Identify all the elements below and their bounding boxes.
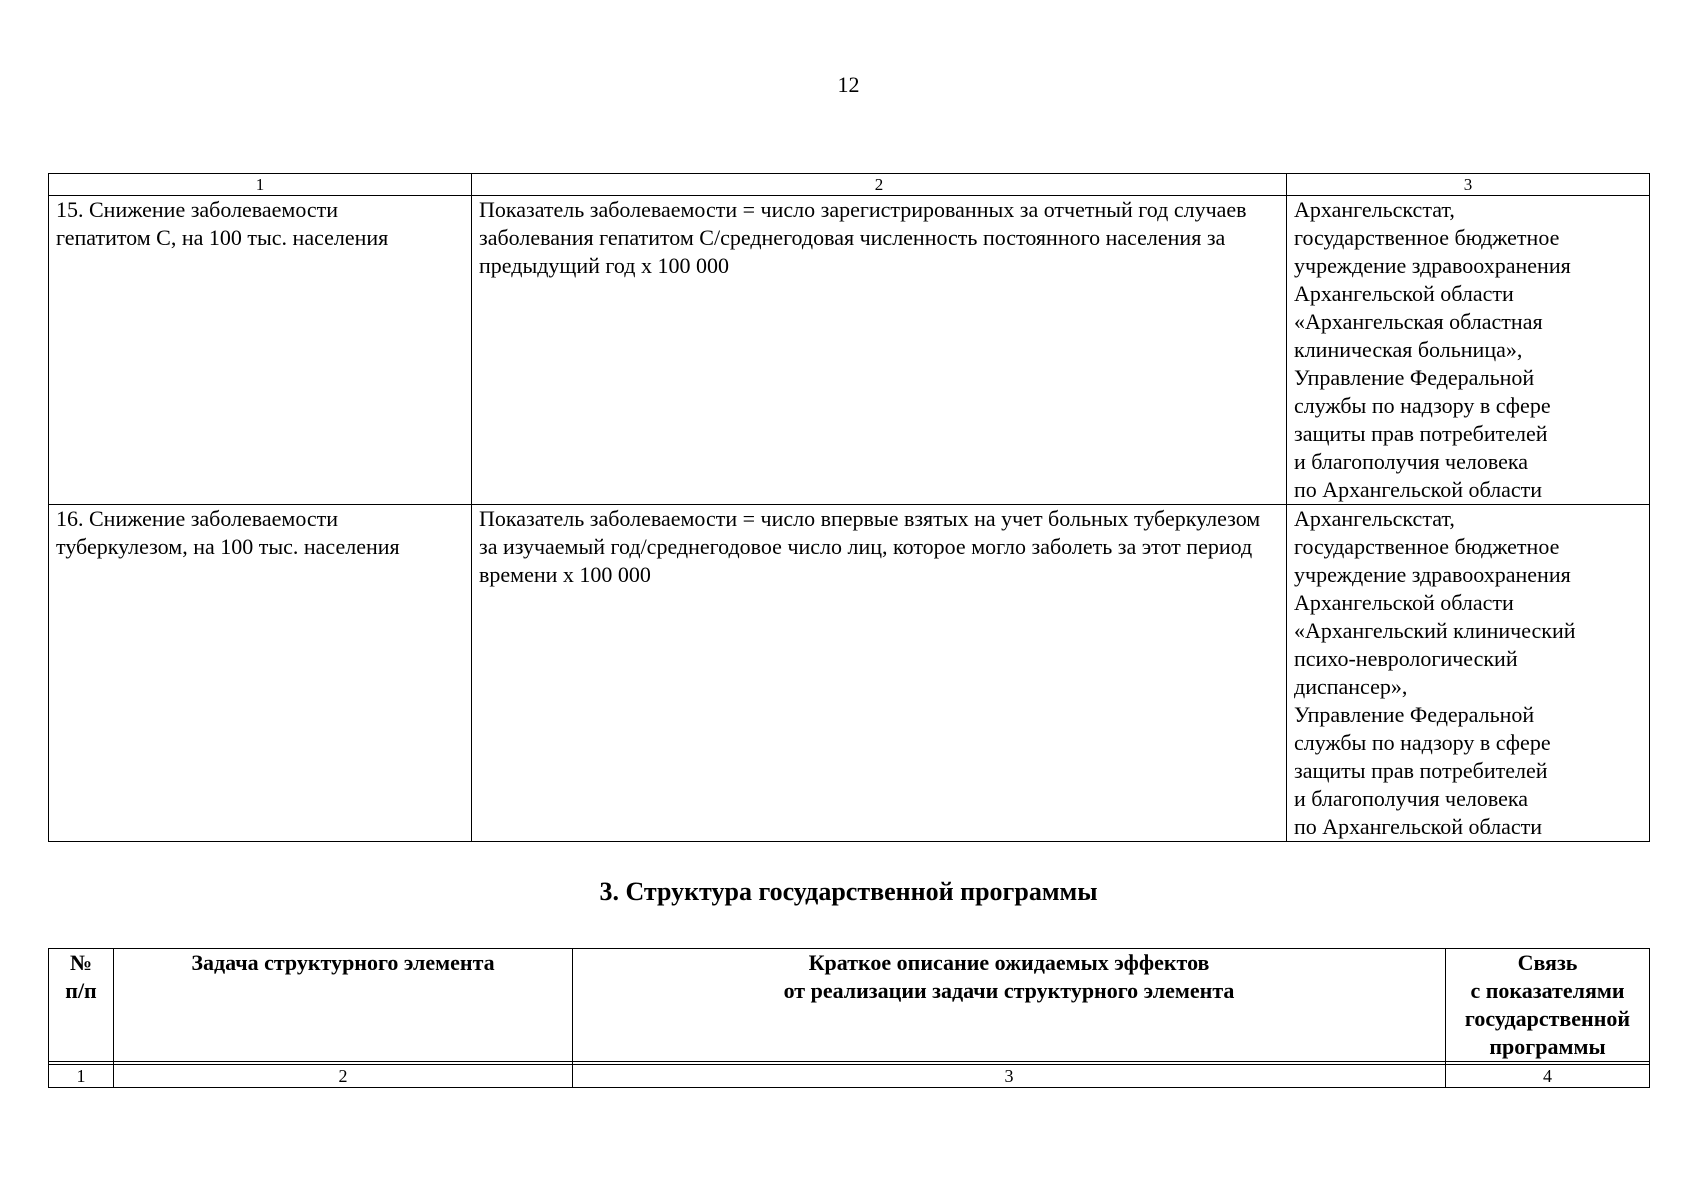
indicators-table	[48, 173, 1650, 842]
column-header-task: Задача структурного элемента	[114, 949, 573, 1062]
column-numbers-row	[49, 1065, 1650, 1088]
column-number: 4	[1446, 1065, 1650, 1088]
indicator-name: 15. Снижение заболеваемости гепатитом С, на 100 тыс. населения	[49, 196, 472, 505]
column-number: 3	[573, 1065, 1446, 1088]
indicator-formula: Показатель заболеваемости = число зарегистрированных за отчетный год случаев заболевания гепатитом С/среднегодовая численность постоянного населения за предыдущий год х 100 000	[472, 196, 1287, 505]
column-header-link: Связь с показателями государственной программы	[1446, 949, 1650, 1062]
page-number: 12	[837, 72, 860, 97]
column-number: 1	[49, 1065, 114, 1088]
program-structure-table	[48, 948, 1650, 1088]
column-number: 2	[472, 174, 1287, 196]
table-row	[49, 196, 1650, 505]
column-header-number: № п/п	[49, 949, 114, 1062]
column-number: 3	[1287, 174, 1650, 196]
section-title: 3. Структура государственной программы	[599, 877, 1098, 906]
header-row	[49, 949, 1650, 1062]
indicator-source: Архангельскстат, государственное бюджетное учреждение здравоохранения Архангельской области «Архангельская областная клиническая больница», Управление Федеральной службы по надзору в сфере защиты прав потребителей и благополучия человека по Архангельской области	[1287, 196, 1650, 505]
table-row	[49, 505, 1650, 842]
column-number: 2	[114, 1065, 573, 1088]
column-numbers-row	[49, 174, 1650, 196]
indicator-source: Архангельскстат, государственное бюджетное учреждение здравоохранения Архангельской области «Архангельский клинический психо-неврологический диспансер», Управление Федеральной службы по надзору в сфере защиты прав потребителей и благополучия человека по Архангельской области	[1287, 505, 1650, 842]
indicator-name: 16. Снижение заболеваемости туберкулезом, на 100 тыс. населения	[49, 505, 472, 842]
indicator-formula: Показатель заболеваемости = число впервые взятых на учет больных туберкулезом за изучаемый год/среднегодовое число лиц, которое могло заболеть за этот период времени х 100 000	[472, 505, 1287, 842]
column-header-effects: Краткое описание ожидаемых эффектов от реализации задачи структурного элемента	[573, 949, 1446, 1062]
column-number: 1	[49, 174, 472, 196]
